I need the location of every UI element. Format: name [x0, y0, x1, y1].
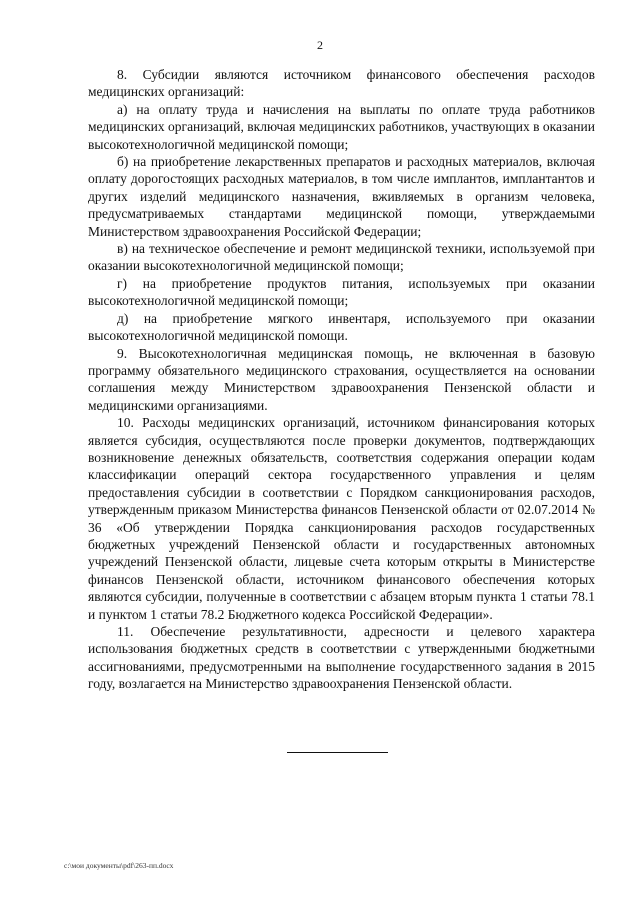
document-body	[88, 66, 595, 693]
paragraph-subitem-v: в) на техническое обеспечение и ремонт медицинской техники, используемой при оказании высокотехнологичной медицинской помощи;	[88, 241, 595, 274]
paragraph-subitem-b: б) на приобретение лекарственных препаратов и расходных материалов, включая оплату дорогостоящих расходных материалов, в том числе имплантов, имплантантов и других изделий медицинского назначения, вживляемых в организм человека, предусматриваемых стандартами медицинской помощи, утверждаемыми Министерством здравоохранения Российской Федерации;	[88, 154, 595, 239]
paragraph-subitem-d: д) на приобретение мягкого инвентаря, используемого при оказании высокотехнологичной медицинской помощи.	[88, 310, 595, 344]
paragraph-subitem-g: г) на приобретение продуктов питания, используемых при оказании высокотехнологичной медицинской помощи;	[88, 275, 595, 309]
footer-file-path: c:\мои документы\pdf\263-пп.docx	[64, 861, 174, 870]
page-number: 2	[317, 38, 323, 52]
paragraph-subitem-a: а) на оплату труда и начисления на выплаты по оплате труда работников медицинских организаций, включая медицинских работников, участвующих в оказании высокотехнологичной медицинской помощи;	[88, 101, 595, 152]
end-of-document-rule	[287, 752, 388, 753]
paragraph-item-11: 11. Обеспечение результативности, адресности и целевого характера использования бюджетных средств в соответствии с утвержденными бюджетными ассигнованиями, предусмотренными на выполнение государственного задания в 2015 году, возлагается на Министерство здравоохранения Пензенской области.	[88, 624, 595, 692]
paragraph-item-10: 10. Расходы медицинских организаций, источником финансирования которых является субсидия, осуществляются после проверки документов, подтверждающих возникновение денежных обязательств, соответствия содержания операции кодам классификации операций сектора государственного управления и целям предоставления субсидии в соответствии с Порядком санкционирования расходов, утвержденным приказом Министерства финансов Пензенской области от 02.07.2014 № 36 «Об утверждении Порядка санкционирования расходов государственных бюджетных учреждений Пензенской области и государственных автономных учреждений Пензенской области, лицевые счета которым открыты в Министерстве финансов Пензенской области, источником финансового обеспечения которых являются субсидии, полученные в соответствии с абзацем вторым пункта 1 статьи 78.1 и пунктом 1 статьи 78.2 Бюджетного кодекса Российской Федерации».	[88, 415, 595, 622]
paragraph-item-8: 8. Субсидии являются источником финансового обеспечения расходов медицинских организаций:	[88, 67, 595, 100]
paragraph-item-9: 9. Высокотехнологичная медицинская помощь, не включенная в базовую программу обязательного медицинского страхования, осуществляется на основании соглашения между Министерством здравоохранения Пензенской области и медицинскими организациями.	[88, 345, 595, 413]
